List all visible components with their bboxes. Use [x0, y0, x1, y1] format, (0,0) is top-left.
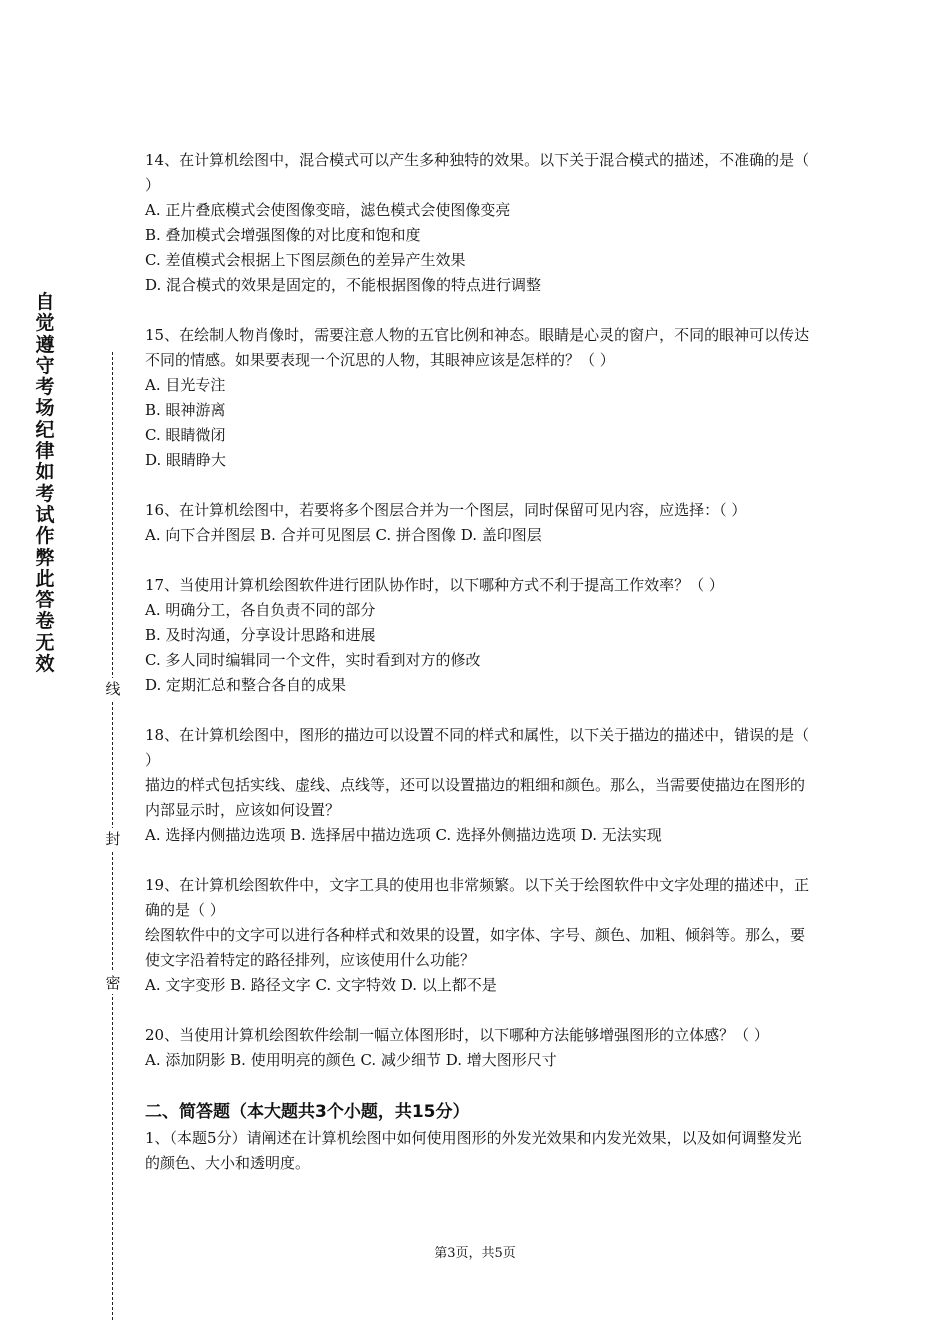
question-stem: 14、在计算机绘图中，混合模式可以产生多种独特的效果。以下关于混合模式的描述，不准确的是（ ）	[145, 151, 810, 194]
option-d: D. 混合模式的效果是固定的，不能根据图像的特点进行调整	[145, 276, 542, 294]
options-line: A. 选择内侧描边选项 B. 选择居中描边选项 C. 选择外侧描边选项 D. 无法实现	[145, 826, 662, 844]
option-a: A. 目光专注	[145, 376, 226, 394]
option-d: D. 眼睛睁大	[145, 451, 227, 469]
option-b: B. 及时沟通，分享设计思路和进展	[145, 626, 376, 644]
question-stem: 19、在计算机绘图软件中，文字工具的使用也非常频繁。以下关于绘图软件中文字处理的描述中，正确的是（ ）	[145, 876, 810, 919]
question-16	[145, 498, 810, 548]
option-c: C. 差值模式会根据上下图层颜色的差异产生效果	[145, 251, 466, 269]
question-stem: 18、在计算机绘图中，图形的描边可以设置不同的样式和属性，以下关于描边的描述中，错误的是（ ）	[145, 726, 810, 769]
option-c: C. 多人同时编辑同一个文件，实时看到对方的修改	[145, 651, 481, 669]
question-18	[145, 723, 810, 848]
question-14	[145, 148, 810, 298]
question-stem: 16、在计算机绘图中，若要将多个图层合并为一个图层，同时保留可见内容，应选择：（ ）	[145, 501, 747, 519]
question-20	[145, 1023, 810, 1073]
short-answer-question-1: 1、（本题5分）请阐述在计算机绘图中如何使用图形的外发光效果和内发光效果，以及如何调整发光的颜色、大小和透明度。	[145, 1129, 802, 1172]
page-number: 第3页，共5页	[434, 1246, 516, 1261]
options-line: A. 添加阴影 B. 使用明亮的颜色 C. 减少细节 D. 增大图形尺寸	[145, 1051, 557, 1069]
question-stem: 15、在绘制人物肖像时，需要注意人物的五官比例和神态。眼睛是心灵的窗户，不同的眼神可以传达不同的情感。如果要表现一个沉思的人物，其眼神应该是怎样的？（ ）	[145, 326, 810, 369]
binding-mark-line: 线	[105, 680, 121, 698]
question-stem: 17、当使用计算机绘图软件进行团队协作时，以下哪种方式不利于提高工作效率？（ ）	[145, 576, 724, 594]
question-stem: 20、当使用计算机绘图软件绘制一幅立体图形时，以下哪种方法能够增强图形的立体感？（ ）	[145, 1026, 769, 1044]
option-b: B. 叠加模式会增强图像的对比度和饱和度	[145, 226, 421, 244]
exam-content	[145, 148, 810, 1176]
section-title: 二、简答题（本大题共3个小题，共15分）	[145, 1102, 470, 1122]
question-context: 描边的样式包括实线、虚线、点线等，还可以设置描边的粗细和颜色。那么，当需要使描边在图形的内部显示时，应该如何设置？	[145, 776, 806, 819]
option-a: A. 明确分工，各自负责不同的部分	[145, 601, 376, 619]
options-line: A. 向下合并图层 B. 合并可见图层 C. 拼合图像 D. 盖印图层	[145, 526, 542, 544]
exam-discipline-notice: 自觉遵守考场纪律如考试作弊此答卷无效	[35, 291, 55, 676]
question-17	[145, 573, 810, 698]
question-context: 绘图软件中的文字可以进行各种样式和效果的设置，如字体、字号、颜色、加粗、倾斜等。那么，要使文字沿着特定的路径排列，应该使用什么功能？	[145, 926, 806, 969]
option-c: C. 眼睛微闭	[145, 426, 226, 444]
question-15	[145, 323, 810, 473]
binding-mark-seal: 封	[105, 830, 121, 848]
option-a: A. 正片叠底模式会使图像变暗，滤色模式会使图像变亮	[145, 201, 511, 219]
binding-mark-secret: 密	[105, 974, 121, 992]
option-d: D. 定期汇总和整合各自的成果	[145, 676, 347, 694]
question-19	[145, 873, 810, 998]
option-b: B. 眼神游离	[145, 401, 226, 419]
options-line: A. 文字变形 B. 路径文字 C. 文字特效 D. 以上都不是	[145, 976, 497, 994]
